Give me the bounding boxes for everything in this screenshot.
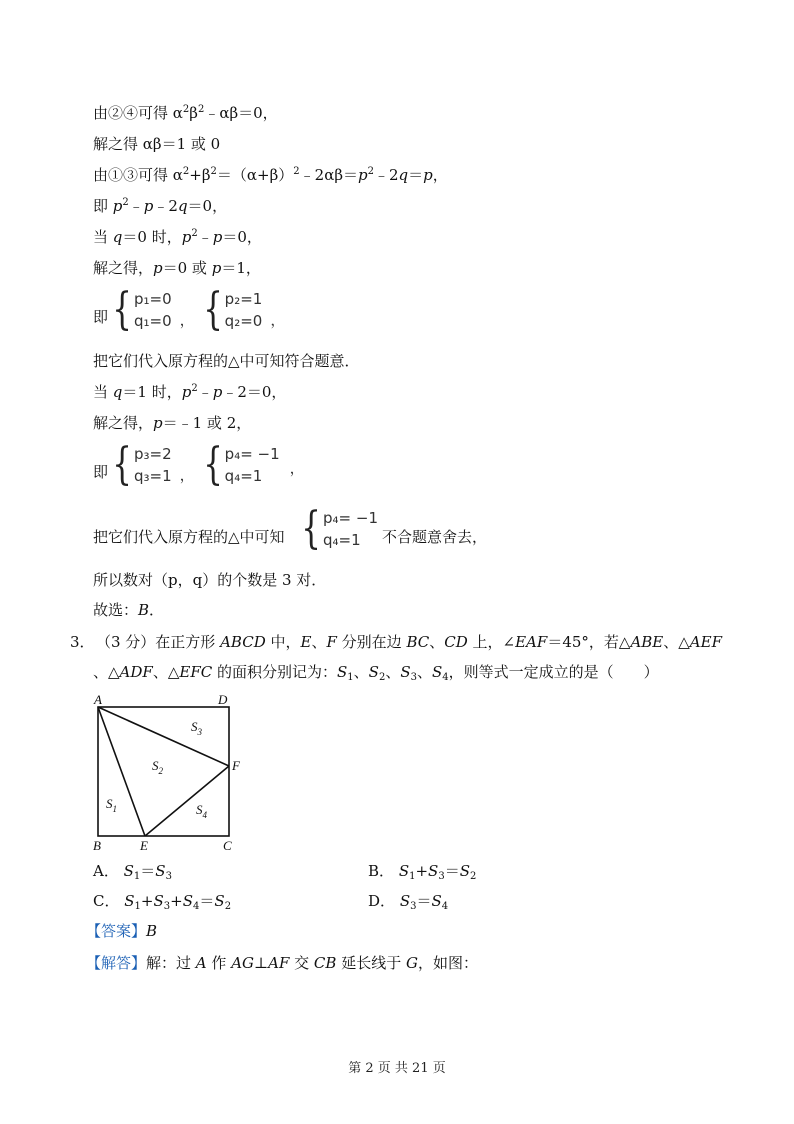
segment-af	[98, 707, 229, 766]
system-2-prefix: 即	[93, 463, 109, 481]
solution-line-2: 解之得 αβ＝1 或 0	[93, 135, 221, 153]
solution-line-6: 解之得，p＝0 或 p＝1，	[93, 259, 261, 277]
option-b[interactable]: B． $S_1+S_3=S_2$	[368, 862, 477, 882]
question-line-1: （3 分）在正方形 ABCD 中，E、F 分别在边 BC、CD 上，∠EAF＝45°，若△ABE、△AEF	[96, 633, 722, 651]
solution-line-9: 解之得，p＝﹣1 或 2，	[93, 414, 252, 432]
system-row: q₄=1	[323, 531, 361, 549]
system-row: q₂=0	[224, 312, 263, 330]
solution-line-10-a: 把它们代入原方程的△中可知	[93, 528, 285, 546]
system-row: q₄=1	[224, 467, 263, 485]
separator: ，	[289, 459, 305, 477]
answer-tag: 【答案】	[86, 922, 147, 940]
solution-line-11: 所以数对（p，q）的个数是 3 对．	[93, 571, 327, 589]
label-f: F	[232, 758, 240, 773]
brace-symbol: {	[202, 439, 223, 490]
equation-system-1	[108, 284, 286, 335]
question-number: 3．	[70, 633, 95, 651]
analysis-tag: 【解答】	[86, 954, 147, 972]
label-a: A	[94, 692, 102, 707]
system-row: q₃=1	[134, 467, 172, 485]
equation-system-3	[297, 503, 378, 554]
square-abcd	[98, 707, 229, 836]
system-row: q₁=0	[134, 312, 172, 330]
system-row: p₃=2	[134, 445, 172, 463]
system-row: p₂=1	[224, 290, 263, 308]
option-c[interactable]: C． $S_1+S_3+S_4=S_2$	[93, 892, 232, 912]
solution-line-8: 当 q＝1 时，$p^2﹣p﹣2=0$，	[93, 383, 287, 401]
separator: ，	[179, 311, 195, 329]
page-footer: 第 2 页 共 21 页	[348, 1061, 446, 1076]
label-b: B	[93, 838, 101, 853]
question-line-2: 、△ADF、△EFC 的面积分别记为：$S_1$、$S_2$、$S_3$、$S_4$，则等式一定成立的是（ ）	[93, 663, 659, 683]
brace-symbol: {	[301, 503, 321, 554]
label-e: E	[140, 838, 148, 853]
solution-line-4: 即 $p^2﹣p﹣2q=0$，	[93, 197, 228, 215]
label-d: D	[218, 692, 228, 707]
system-row: p₁=0	[134, 290, 172, 308]
answer-line	[86, 921, 157, 941]
answer-value: B	[146, 922, 158, 940]
system-row: p₄= −1	[224, 445, 280, 463]
label-s2: $S_2$	[152, 758, 163, 776]
separator: ，	[270, 311, 286, 329]
solution-line-7: 把它们代入原方程的△中可知符合题意．	[93, 352, 360, 370]
square-figure	[88, 690, 258, 855]
label-s3: $S_3$	[191, 719, 202, 737]
option-a[interactable]: A． $S_1=S_3$	[93, 862, 172, 882]
analysis-line: 【解答】解：过 A 作 AG⊥AF 交 CB 延长线于 G，如图：	[86, 954, 478, 972]
label-s1: $S_1$	[106, 796, 117, 814]
solution-line-10-b: 不合题意舍去，	[382, 528, 488, 546]
label-s4: $S_4$	[196, 802, 207, 820]
equation-system-2	[108, 439, 305, 490]
system-row: p₄= −1	[323, 509, 378, 527]
solution-line-5: 当 q＝0 时，$p^2﹣p=0$，	[93, 228, 262, 246]
option-d[interactable]: D． $S_3=S_4$	[368, 892, 449, 912]
segment-ef	[145, 766, 229, 836]
system-1-prefix: 即	[93, 308, 109, 326]
segment-ae	[98, 707, 145, 836]
solution-line-1: 由②④可得 $\alpha^2\beta^2﹣\alpha\beta=0$，	[93, 104, 278, 122]
brace-symbol: {	[112, 284, 132, 335]
brace-symbol: {	[202, 284, 223, 335]
solution-line-3: 由①③可得 $\alpha^2+\beta^2=(\alpha+\beta)^2﹣2\alpha\beta=p^2﹣2q=p$，	[93, 166, 448, 184]
solution-line-12: 故选：B．	[93, 601, 165, 619]
brace-symbol: {	[112, 439, 132, 490]
label-c: C	[223, 838, 232, 853]
separator: ，	[179, 466, 195, 484]
